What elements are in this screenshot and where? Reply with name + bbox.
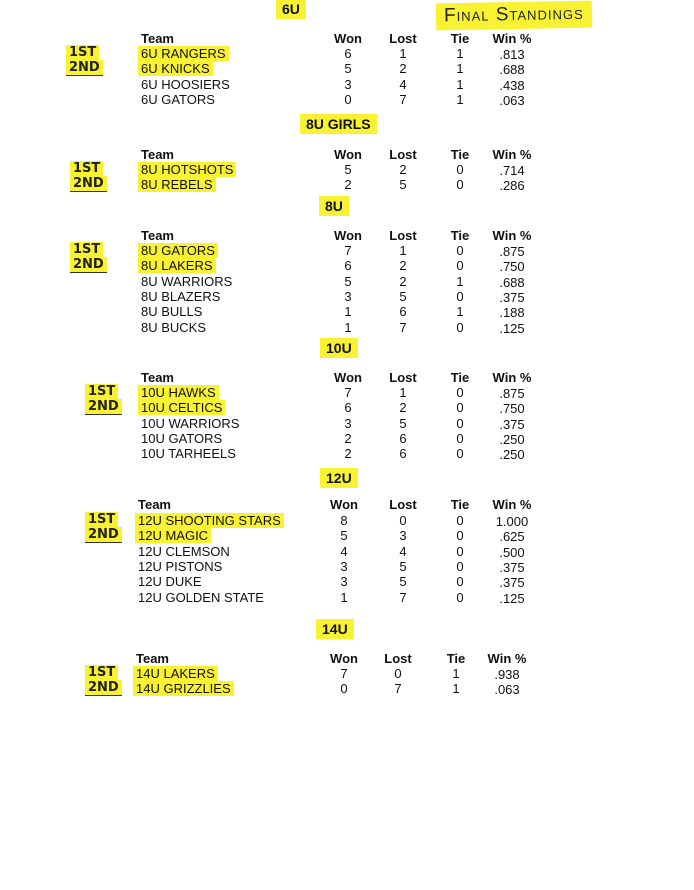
team-name: 14U LAKERS [133, 666, 218, 681]
lost-value: 6 [399, 304, 407, 320]
pct-value: .375 [499, 289, 525, 305]
place-second-label: 2ND [85, 399, 122, 415]
pct-value: .063 [494, 682, 520, 698]
pct-column-header: Win % [492, 497, 532, 512]
division-heading: 8U [319, 196, 349, 216]
team-column-header: Team [138, 497, 171, 512]
tie-value: 0 [456, 400, 464, 416]
lost-value: 2 [399, 273, 407, 289]
pct-value: .938 [494, 667, 520, 682]
tie-value: 0 [456, 162, 464, 177]
team-name: 8U BLAZERS [141, 288, 221, 304]
won-column-header: Won [330, 651, 358, 666]
won-value: 8 [340, 513, 348, 528]
tie-column-header: Tie [450, 228, 470, 243]
lost-column-header: Lost [389, 147, 417, 162]
won-value: 3 [344, 76, 352, 92]
team-column-header: Team [141, 370, 174, 385]
team-name: 12U SHOOTING STARS [135, 513, 284, 528]
tie-value: 0 [456, 558, 464, 574]
won-value: 4 [340, 543, 348, 559]
division-heading: 12U [320, 468, 358, 488]
team-name: 8U WARRIORS [141, 273, 233, 289]
division-heading: 6U [276, 0, 306, 19]
team-name: 10U TARHEELS [141, 446, 236, 462]
won-value: 1 [340, 589, 348, 605]
won-value: 5 [344, 273, 352, 289]
pct-column-header: Win % [492, 31, 532, 46]
pct-value: .750 [499, 259, 525, 275]
lost-column-header: Lost [389, 31, 417, 46]
lost-value: 6 [399, 430, 407, 446]
lost-value: 4 [399, 543, 407, 559]
team-name: 12U PISTONS [138, 558, 223, 574]
pct-column-header: Win % [492, 228, 532, 243]
pct-value: .250 [499, 431, 525, 447]
tie-value: 1 [456, 304, 464, 320]
place-first-label: 1ST [85, 512, 118, 528]
tie-value: 0 [456, 319, 464, 335]
place-first-label: 1ST [85, 384, 118, 400]
team-name: 12U CLEMSON [138, 543, 230, 559]
lost-value: 2 [399, 162, 407, 177]
lost-value: 1 [399, 385, 407, 400]
won-value: 1 [344, 304, 352, 320]
lost-value: 6 [399, 446, 407, 462]
lost-value: 2 [399, 258, 407, 274]
won-value: 7 [344, 243, 352, 258]
pct-value: .375 [499, 416, 525, 432]
tie-value: 0 [456, 385, 464, 400]
lost-value: 2 [399, 61, 407, 77]
lost-column-header: Lost [389, 370, 417, 385]
pct-value: .125 [499, 590, 525, 606]
tie-value: 0 [456, 543, 464, 559]
won-column-header: Won [334, 228, 362, 243]
won-value: 2 [344, 446, 352, 462]
won-value: 6 [344, 400, 352, 416]
won-column-header: Won [334, 147, 362, 162]
team-name: 14U GRIZZLIES [133, 681, 234, 696]
pct-value: .500 [499, 544, 525, 560]
place-second-label: 2ND [70, 257, 107, 273]
tie-value: 1 [452, 666, 460, 681]
won-value: 2 [344, 177, 352, 193]
tie-value: 0 [456, 430, 464, 446]
place-first-label: 1ST [70, 242, 103, 258]
team-name: 10U CELTICS [138, 400, 225, 415]
team-column-header: Team [136, 651, 169, 666]
team-name: 8U REBELS [138, 177, 216, 192]
tie-column-header: Tie [450, 370, 470, 385]
tie-value: 0 [456, 574, 464, 590]
tie-value: 0 [456, 589, 464, 605]
tie-value: 0 [456, 258, 464, 274]
won-value: 3 [344, 415, 352, 431]
tie-value: 1 [452, 681, 460, 697]
tie-value: 0 [456, 288, 464, 304]
pct-value: 1.000 [495, 514, 529, 529]
lost-value: 2 [399, 400, 407, 416]
tie-column-header: Tie [446, 651, 466, 666]
won-value: 0 [340, 681, 348, 697]
team-name: 10U GATORS [141, 430, 223, 446]
lost-value: 5 [399, 574, 407, 590]
team-name: 12U MAGIC [135, 528, 211, 543]
won-value: 5 [344, 61, 352, 77]
won-value: 3 [344, 288, 352, 304]
pct-value: .250 [499, 447, 525, 463]
page-title: Final Standings [436, 1, 592, 31]
pct-value: .714 [499, 163, 525, 178]
tie-value: 1 [456, 273, 464, 289]
lost-value: 3 [399, 528, 407, 544]
team-name: 12U GOLDEN STATE [138, 589, 264, 605]
won-value: 1 [344, 319, 352, 335]
tie-value: 0 [456, 446, 464, 462]
team-column-header: Team [141, 228, 174, 243]
lost-value: 7 [399, 91, 407, 107]
team-name: 8U HOTSHOTS [138, 162, 236, 177]
team-name: 8U LAKERS [138, 258, 216, 273]
team-column-header: Team [141, 31, 174, 46]
won-value: 6 [344, 46, 352, 61]
pct-value: .813 [499, 47, 525, 62]
pct-value: .750 [499, 401, 525, 417]
tie-value: 1 [456, 46, 464, 61]
team-name: 8U GATORS [138, 243, 218, 258]
tie-value: 0 [456, 177, 464, 193]
lost-column-header: Lost [384, 651, 412, 666]
tie-value: 1 [456, 76, 464, 92]
team-name: 6U GATORS [141, 91, 215, 107]
lost-value: 0 [399, 513, 407, 528]
team-name: 8U BUCKS [141, 319, 207, 335]
pct-value: .875 [499, 244, 525, 259]
division-heading: 10U [320, 338, 358, 358]
lost-value: 5 [399, 288, 407, 304]
lost-column-header: Lost [389, 228, 417, 243]
tie-value: 1 [456, 91, 464, 107]
pct-column-header: Win % [492, 370, 532, 385]
team-name: 6U KNICKS [138, 61, 213, 76]
lost-value: 5 [399, 558, 407, 574]
won-value: 3 [340, 574, 348, 590]
won-value: 7 [340, 666, 348, 681]
tie-value: 0 [456, 243, 464, 258]
tie-value: 0 [456, 513, 464, 528]
won-column-header: Won [334, 31, 362, 46]
tie-value: 0 [456, 528, 464, 544]
won-value: 2 [344, 430, 352, 446]
won-value: 6 [344, 258, 352, 274]
won-value: 3 [340, 558, 348, 574]
lost-value: 1 [399, 243, 407, 258]
pct-value: .375 [499, 559, 525, 575]
lost-value: 1 [399, 46, 407, 61]
place-second-label: 2ND [85, 680, 122, 696]
won-value: 7 [344, 385, 352, 400]
tie-column-header: Tie [450, 497, 470, 512]
pct-value: .688 [499, 62, 525, 78]
lost-column-header: Lost [389, 497, 417, 512]
lost-value: 4 [399, 76, 407, 92]
pct-value: .125 [499, 320, 525, 336]
won-column-header: Won [334, 370, 362, 385]
place-second-label: 2ND [70, 176, 107, 192]
team-name: 10U WARRIORS [141, 415, 240, 431]
pct-value: .625 [499, 529, 525, 545]
won-value: 5 [340, 528, 348, 544]
team-name: 6U HOOSIERS [141, 76, 230, 92]
tie-value: 0 [456, 415, 464, 431]
lost-value: 7 [394, 681, 402, 697]
tie-value: 1 [456, 61, 464, 77]
pct-value: .286 [499, 178, 525, 194]
place-second-label: 2ND [66, 60, 103, 76]
lost-value: 5 [399, 177, 407, 193]
pct-column-header: Win % [492, 147, 532, 162]
pct-value: .438 [499, 77, 525, 93]
team-name: 8U BULLS [141, 304, 203, 320]
pct-value: .188 [499, 305, 525, 321]
pct-value: .063 [499, 92, 525, 108]
place-first-label: 1ST [85, 665, 118, 681]
team-name: 10U HAWKS [138, 385, 219, 400]
pct-value: .688 [499, 274, 525, 290]
team-name: 6U RANGERS [138, 46, 229, 61]
team-column-header: Team [141, 147, 174, 162]
won-value: 5 [344, 162, 352, 177]
lost-value: 0 [394, 666, 402, 681]
division-heading: 14U [316, 619, 354, 639]
pct-column-header: Win % [487, 651, 527, 666]
won-column-header: Won [330, 497, 358, 512]
lost-value: 7 [399, 589, 407, 605]
place-first-label: 1ST [66, 45, 99, 61]
won-value: 0 [344, 91, 352, 107]
division-heading: 8U GIRLS [300, 114, 377, 134]
tie-column-header: Tie [450, 31, 470, 46]
lost-value: 7 [399, 319, 407, 335]
tie-column-header: Tie [450, 147, 470, 162]
lost-value: 5 [399, 415, 407, 431]
pct-value: .875 [499, 386, 525, 401]
team-name: 12U DUKE [138, 574, 202, 590]
place-second-label: 2ND [85, 527, 122, 543]
pct-value: .375 [499, 575, 525, 591]
place-first-label: 1ST [70, 161, 103, 177]
